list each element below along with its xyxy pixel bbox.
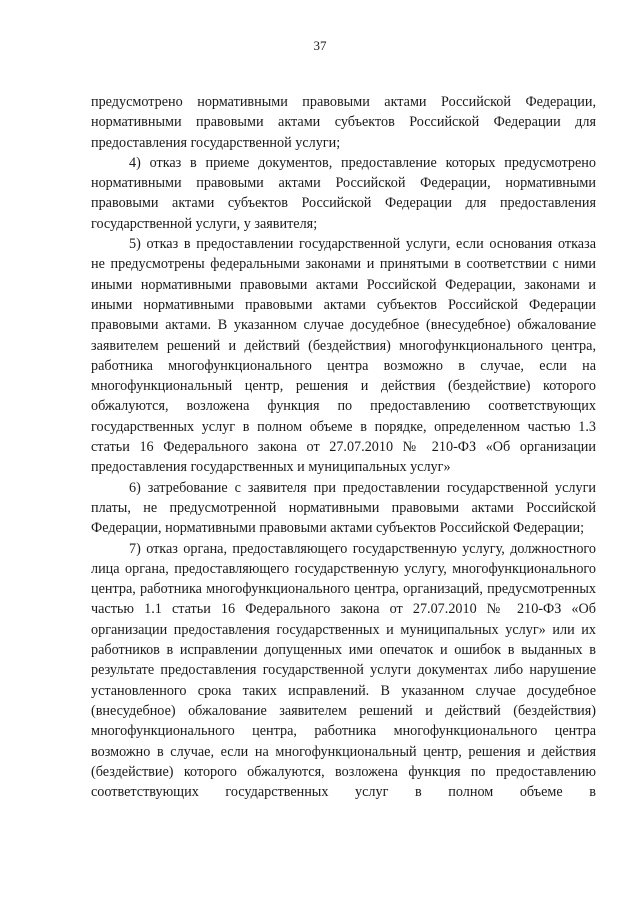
paragraph-continuation: предусмотрено нормативными правовыми актами Российской Федерации, нормативными правовыми актами субъектов Российской Федерации для предоставления государственной услуги; bbox=[91, 94, 596, 151]
page-number: 37 bbox=[313, 38, 327, 53]
paragraph-item-4: 4) отказ в приеме документов, предоставление которых предусмотрено нормативными правовыми актами Российской Федерации, нормативными правовыми актами субъектов Российской Федерации для предоставления государственной услуги, у заявителя; bbox=[91, 154, 596, 232]
paragraph-item-5: 5) отказ в предоставлении государственной услуги, если основания отказа не предусмотрены федеральными законами и принятыми в соответствии с ними иными нормативными правовыми актами Российской Федерации, законами и иными нормативными правовыми актами субъектов Российской Федерации правовыми актами. В указанном случае досудебное (внесудебное) обжалование заявителем решений и действий (бездействия) многофункционального центра, работника многофункционального центра возможно в случае, если на многофункциональный центр, решения и действия (бездействие) которого обжалуются, возложена функция по предоставлению соответствующих государственных услуг в полном объеме в порядке, определенном частью 1.3 статьи 16 Федерального закона от 27.07.2010 № 210-ФЗ «Об организации предоставления государственных и муниципальных услуг» bbox=[91, 236, 596, 476]
paragraph-item-6: 6) затребование с заявителя при предоставлении государственной услуги платы, не предусмотренной нормативными правовыми актами Российской Федерации, нормативными правовыми актами субъектов Российской Федерации; bbox=[91, 479, 596, 537]
document-body bbox=[91, 92, 596, 802]
paragraph-item-7: 7) отказ органа, предоставляющего государственную услугу, должностного лица органа, предоставляющего государственную услугу, многофункционального центра, работника многофункционального центра, организаций, предусмотренных частью 1.1 статьи 16 Федерального закона от 27.07.2010 № 210-ФЗ «Об организации предоставления государственных и муниципальных услуг» или их работников в исправлении допущенных ими опечаток и ошибок в выданных в результате предоставления государственной услуги документах либо нарушение установленного срока таких исправлений. В указанном случае досудебное (внесудебное) обжалование заявителем решений и действий (бездействия) многофункционального центра, работника многофункционального центра возможно в случае, если на многофункциональный центр, решения и действия (бездействие) которого обжалуются, возложена функция по предоставлению соответствующих государственных услуг в полном объеме в bbox=[91, 540, 596, 801]
